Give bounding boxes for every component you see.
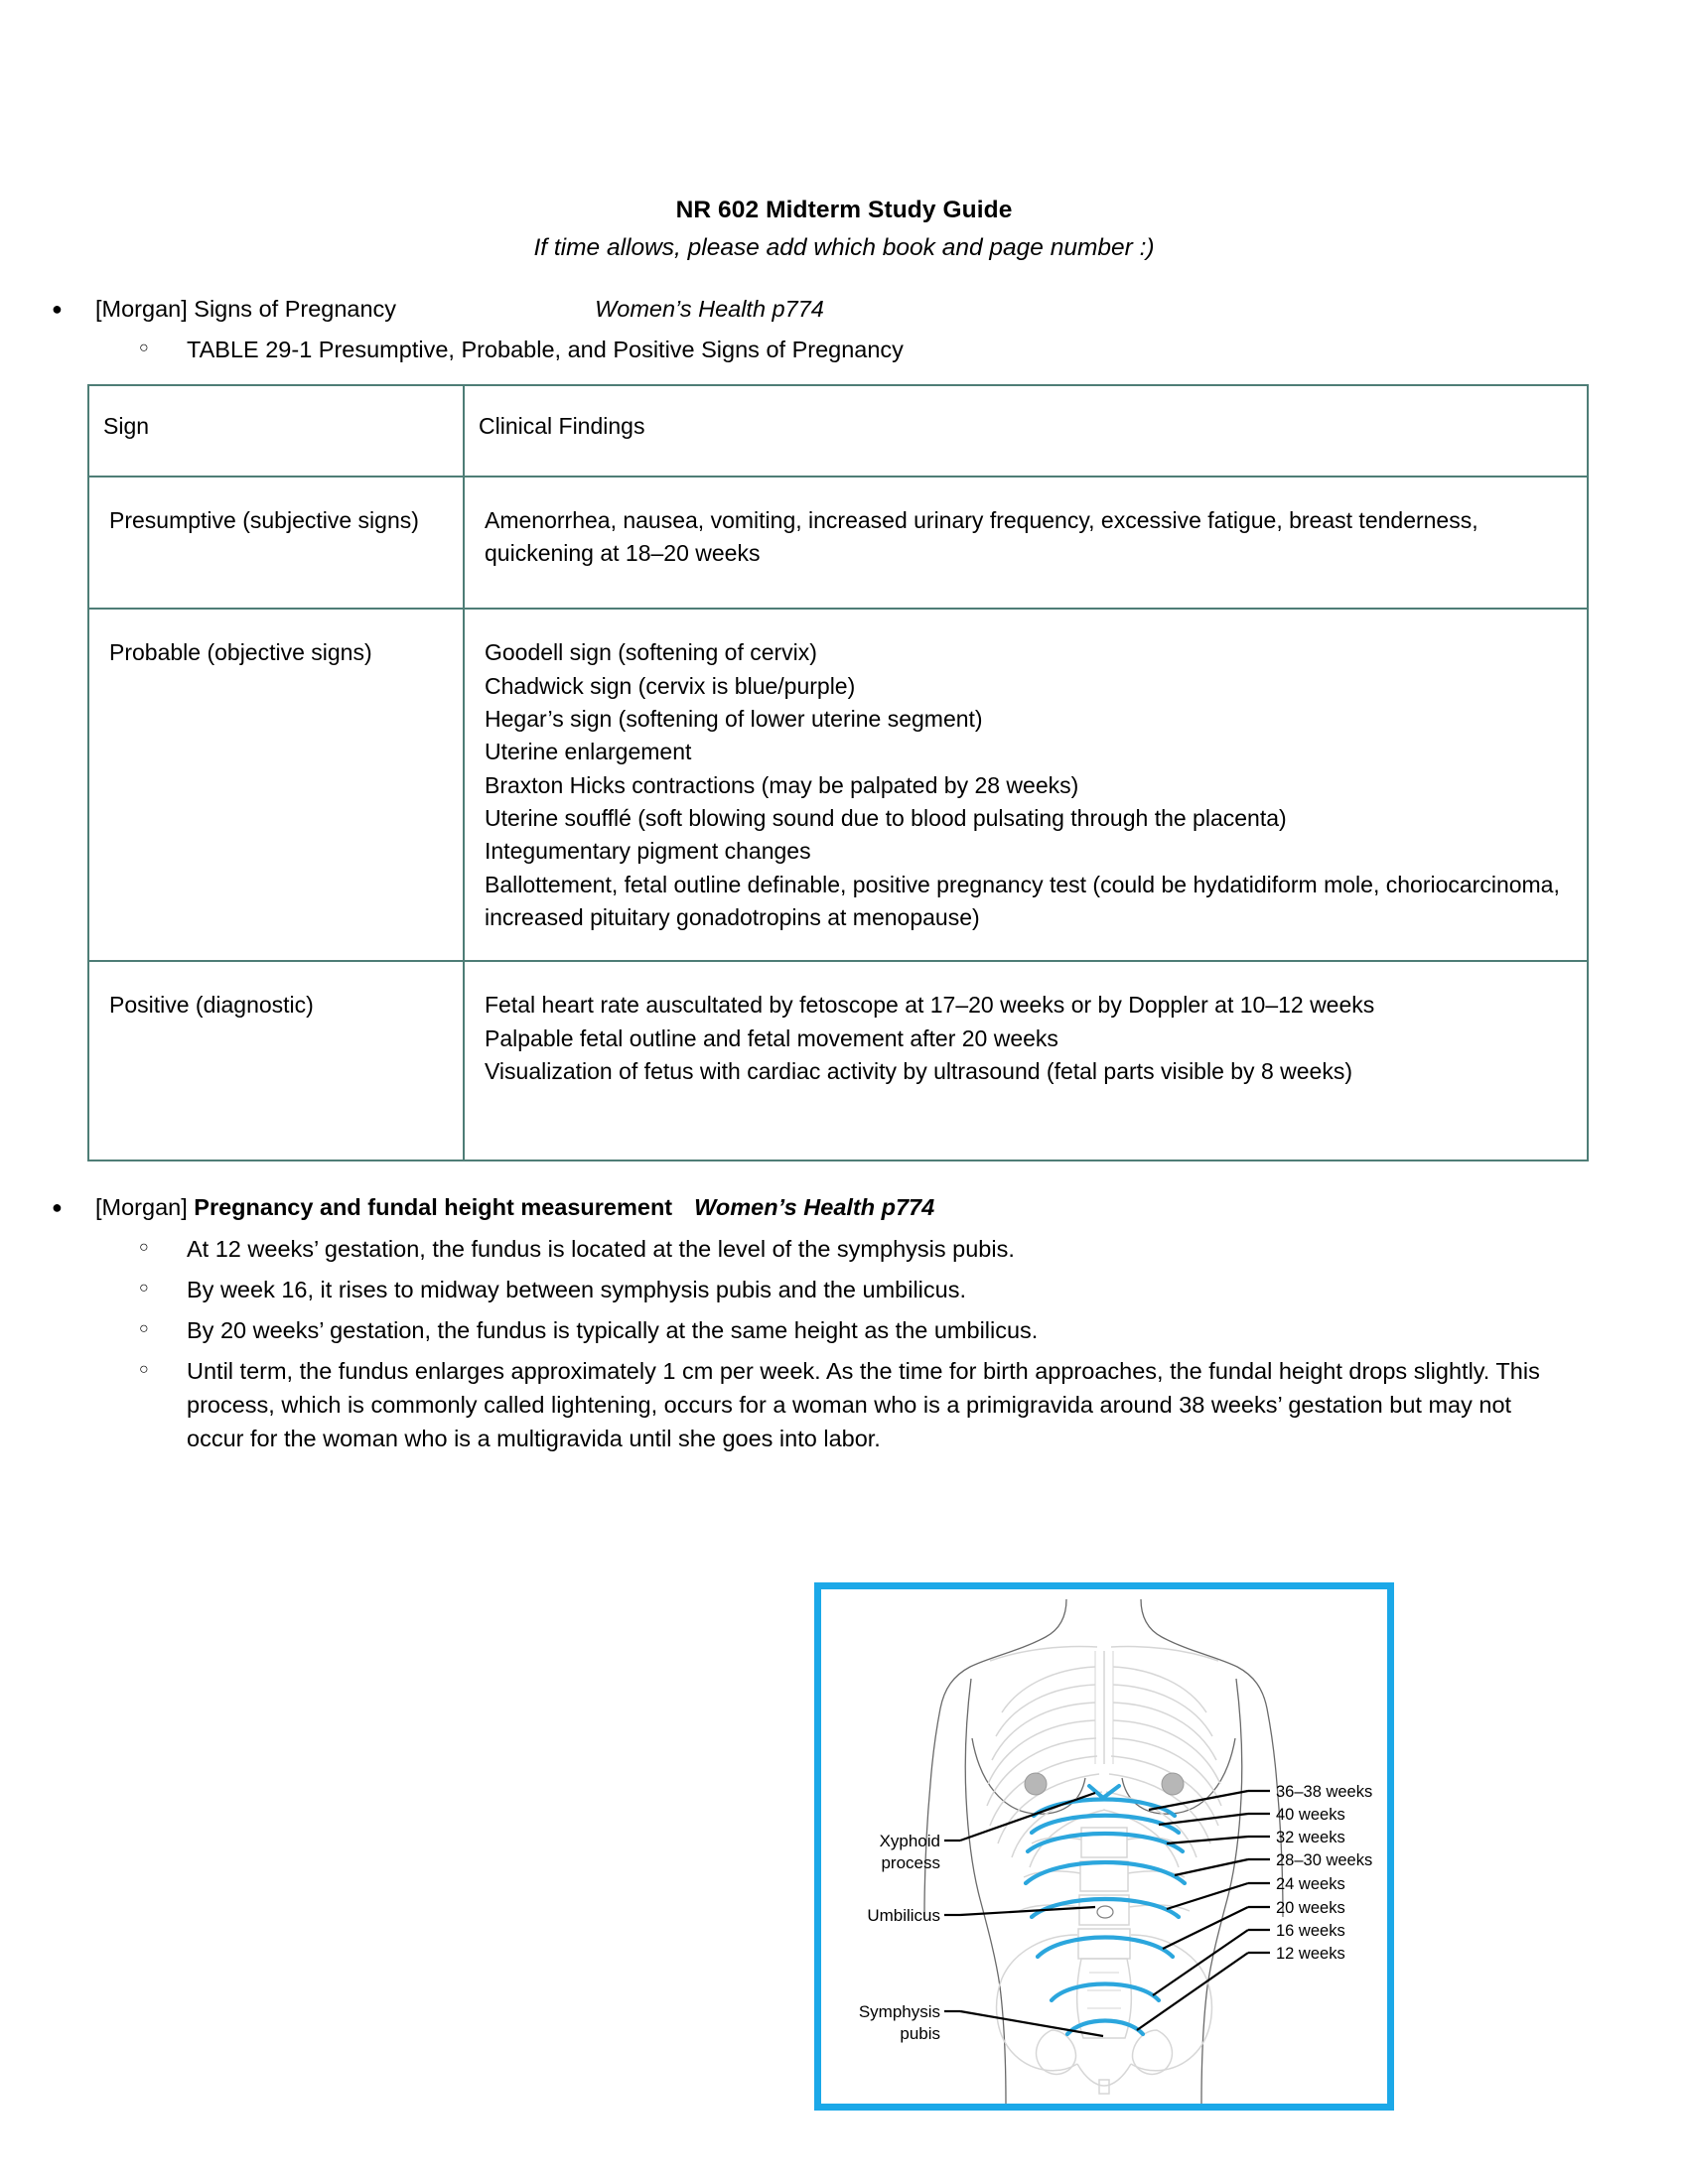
subbullet-fundal-12-weeks [139,1232,1688,1266]
subbullet-label: At 12 weeks’ gestation, the fundus is located at the level of the symphysis pubis. [187,1235,1015,1262]
label-24-weeks: 24 weeks [1276,1875,1345,1893]
table-row [88,609,1588,961]
title-block [0,197,1688,263]
label-symphysis-pubis-line1: Symphysis [858,2002,940,2021]
label-umbilicus: Umbilicus [867,1906,940,1925]
finding-line: Fetal heart rate auscultated by fetoscope at 17–20 weeks or by Doppler at 10–12 weeks [485,992,1375,1019]
bullet-signs-body [95,293,1688,326]
nipple-marker-right [1162,1773,1184,1795]
label-16-weeks: 16 weeks [1276,1922,1345,1940]
cell-sign: Probable (objective signs) [88,609,464,961]
finding-line: Chadwick sign (cervix is blue/purple) [485,672,856,699]
fundal-height-figure [814,1582,1394,2111]
bullet-disc-icon: ● [52,298,63,319]
cell-findings [464,961,1588,1160]
finding-line: Goodell sign (softening of cervix) [485,639,817,666]
page-title: NR 602 Midterm Study Guide [675,197,1013,223]
label-20-weeks: 20 weeks [1276,1899,1345,1917]
finding-line: Integumentary pigment changes [485,838,811,865]
finding-line: Palpable fetal outline and fetal movement after 20 weeks [485,1024,1058,1051]
subbullet-label: Until term, the fundus enlarges approximately 1 cm per week. As the time for birth approaches, the fundal height drops slightly. This process, which is commonly called lightening, occurs for a woman who is a primigravida around 38 weeks’ gestation but may not occur for the woman who is a multigravida until she goes into labor. [187,1357,1540,1452]
cell-findings [464,477,1588,610]
cell-findings [464,609,1588,961]
subbullet-fundal-until-term [139,1354,1688,1455]
label-12-weeks: 12 weeks [1276,1945,1345,1963]
bullet-fundal-label: Pregnancy and fundal height measurement [194,1194,673,1221]
subbullet-table-caption-label: TABLE 29-1 Presumptive, Probable, and Positive Signs of Pregnancy [187,337,904,363]
table-row [88,477,1588,610]
subbullet-label: By 20 weeks’ gestation, the fundus is typically at the same height as the umbilicus. [187,1316,1039,1343]
subbullet-label: By week 16, it rises to midway between symphysis pubis and the umbilicus. [187,1276,966,1302]
finding-line: Ballottement, fetal outline definable, positive pregnancy test (could be hydatidiform mole, choriocarcinoma, increased pituitary gonadotropins at menopause) [485,871,1560,931]
signs-table [87,384,1589,1161]
table-row [88,961,1588,1160]
label-36-38-weeks: 36–38 weeks [1276,1783,1373,1801]
signs-table-wrapper [87,384,1589,1161]
bullet-circle-icon: ○ [139,1279,149,1297]
finding-line: Uterine enlargement [485,739,692,765]
subbullet-table-caption [139,333,1688,366]
cell-sign: Positive (diagnostic) [88,961,464,1160]
fundal-height-diagram [821,1589,1387,2104]
bullet-signs-label: [Morgan] Signs of Pregnancy [95,295,397,322]
column-header-clinical-findings: Clinical Findings [464,385,1588,476]
finding-line: Hegar’s sign (softening of lower uterine segment) [485,705,983,732]
bullet-fundal-height [52,1191,1688,1224]
bullet-circle-icon: ○ [139,340,149,357]
bullet-circle-icon: ○ [139,1319,149,1337]
page-subtitle: If time allows, please add which book and page number :) [533,233,1155,261]
cell-sign: Presumptive (subjective signs) [88,477,464,610]
finding-line: Amenorrhea, nausea, vomiting, increased urinary frequency, excessive fatigue, breast tenderness, quickening at 18–20 weeks [485,506,1478,566]
bullet-circle-icon: ○ [139,1238,149,1256]
subbullet-fundal-20-weeks [139,1313,1688,1347]
bullet-fundal-body [95,1191,1688,1224]
bullet-signs-of-pregnancy [52,293,1688,326]
bullet-signs-reference: Women’s Health p774 [595,295,824,322]
nipple-marker-left [1025,1773,1047,1795]
label-xyphoid-process-line1: Xyphoid [879,1832,940,1850]
bullet-disc-icon: ● [52,1197,63,1218]
table-header-row [88,385,1588,476]
subbullet-fundal-16-weeks [139,1273,1688,1306]
label-xyphoid-process-line2: process [881,1853,940,1872]
finding-line: Braxton Hicks contractions (may be palpated by 28 weeks) [485,771,1079,798]
finding-line: Uterine soufflé (soft blowing sound due to blood pulsating through the placenta) [485,804,1287,831]
bullet-circle-icon: ○ [139,1360,149,1378]
label-symphysis-pubis-line2: pubis [900,2024,940,2043]
finding-line: Visualization of fetus with cardiac activity by ultrasound (fetal parts visible by 8 weeks) [485,1058,1352,1085]
label-40-weeks: 40 weeks [1276,1806,1345,1824]
label-32-weeks: 32 weeks [1276,1829,1345,1846]
bullet-fundal-reference: Women’s Health p774 [694,1194,935,1221]
label-28-30-weeks: 28–30 weeks [1276,1851,1373,1869]
bullet-fundal-prefix: [Morgan] [95,1194,188,1221]
column-header-sign: Sign [88,385,464,476]
